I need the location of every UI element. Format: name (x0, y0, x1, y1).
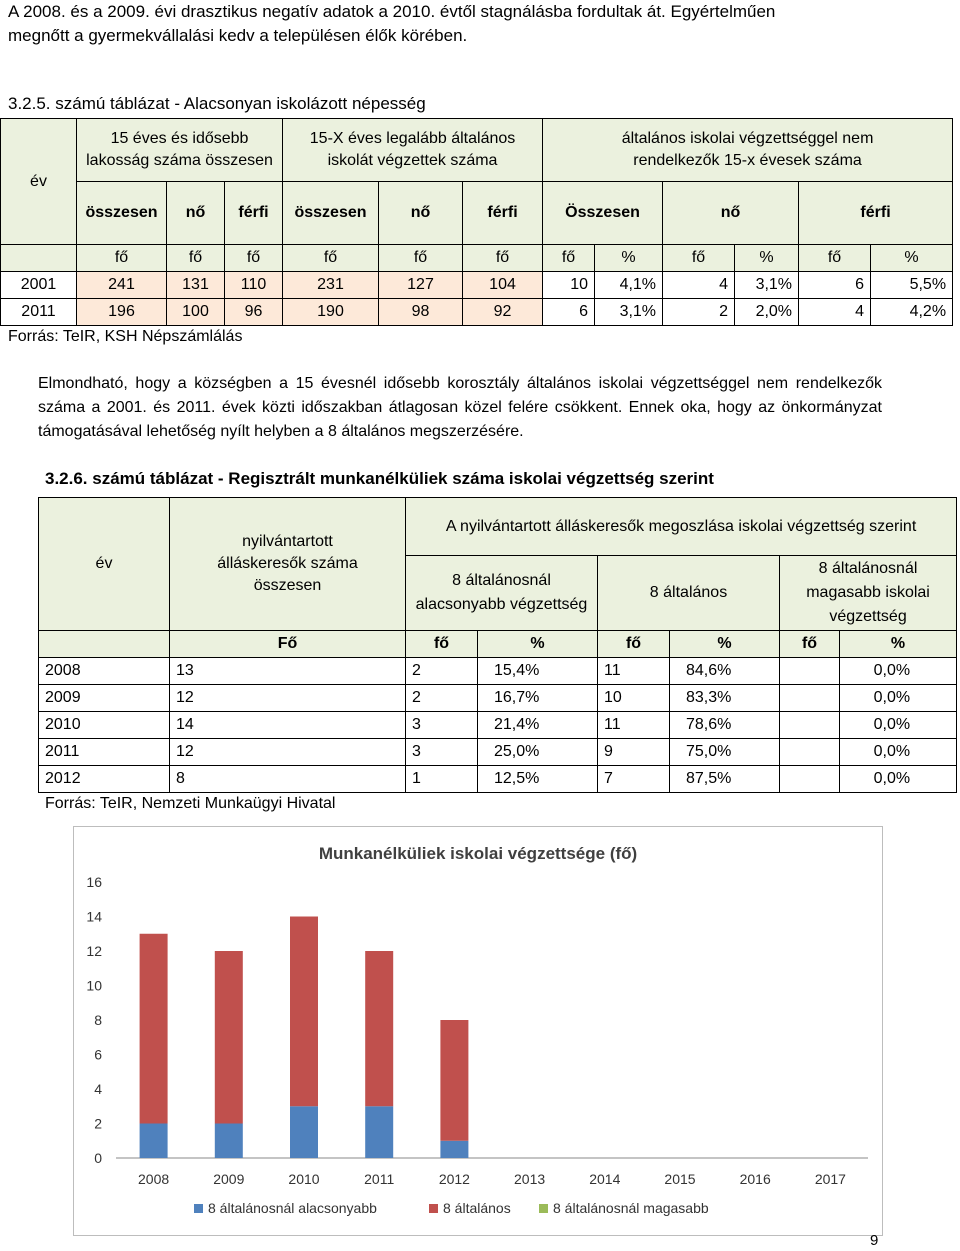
table1-header-group1: 15 éves és idősebb lakosság száma összesen (77, 119, 283, 182)
table2-units-blank (39, 631, 170, 658)
table1-cell: 241 (77, 272, 167, 299)
page-number: 9 (870, 1232, 879, 1249)
table1-cell: 131 (167, 272, 225, 299)
chart-y-tick: 2 (94, 1115, 102, 1132)
table1-cell: 190 (283, 299, 379, 326)
table1-cell: 96 (225, 299, 283, 326)
table1-subheader: férfi (225, 182, 283, 245)
table1-subheader: összesen (77, 182, 167, 245)
table1-cell: 98 (379, 299, 463, 326)
chart-bar-segment (290, 1106, 318, 1158)
table2-cell: 78,6% (670, 712, 780, 739)
table2-header-cat3: 8 általánosnál magasabb iskolai végzettség (780, 556, 957, 631)
chart-y-tick: 6 (94, 1046, 102, 1063)
table2-cell: 11 (598, 712, 670, 739)
table1-subheader: férfi (799, 182, 953, 245)
chart-x-tick: 2015 (664, 1171, 696, 1187)
table1-cell: 92 (463, 299, 543, 326)
table1-cell: 4 (799, 299, 871, 326)
table2-title: 3.2.6. számú táblázat - Regisztrált munkanélküliek száma iskolai végzettség szerint (45, 469, 714, 488)
table2-unit-cell: fő (598, 631, 670, 658)
chart-x-tick: 2013 (514, 1171, 546, 1187)
table2-year-cell: 2009 (39, 685, 170, 712)
table1-unit-cell: % (871, 245, 953, 272)
table2-cell: 8 (170, 766, 406, 793)
chart-unemployed-education (73, 826, 883, 1236)
table2-cell (780, 685, 840, 712)
table2-cell (780, 739, 840, 766)
table2-cell: 3 (406, 712, 478, 739)
chart-y-tick: 14 (86, 908, 102, 925)
table1-cell: 4,1% (595, 272, 663, 299)
table2-cell: 7 (598, 766, 670, 793)
chart-legend-label: 8 általánosnál magasabb (553, 1200, 709, 1216)
table1-unit-cell: fő (167, 245, 225, 272)
chart-bar-segment (365, 951, 393, 1106)
table1-unit-cell: fő (663, 245, 735, 272)
chart-legend-swatch (539, 1204, 548, 1213)
table1-unit-cell: fő (283, 245, 379, 272)
table1-row (1, 272, 953, 299)
table1-subheader: nő (167, 182, 225, 245)
table1-subheader: nő (663, 182, 799, 245)
table2-header-total: nyilvántartott álláskeresők száma összesen (170, 498, 406, 631)
chart-y-tick: 12 (86, 943, 102, 959)
table2-cell: 87,5% (670, 766, 780, 793)
table1-header-group2: 15-X éves legalább általános iskolát végzettek száma (283, 119, 543, 182)
chart-bar-segment (440, 1141, 468, 1158)
table2-cell: 10 (598, 685, 670, 712)
table1-header-group3: általános iskolai végzettséggel nem rendelkezők 15-x évesek száma (543, 119, 953, 182)
chart-y-tick: 4 (94, 1081, 102, 1097)
table1-unit-cell: fő (463, 245, 543, 272)
table1-cell: 4,2% (871, 299, 953, 326)
table2-unit-cell: % (840, 631, 957, 658)
table1-cell: 2,0% (735, 299, 799, 326)
table2-cell: 12,5% (478, 766, 598, 793)
table1-units-blank (1, 245, 77, 272)
chart-bar-segment (140, 934, 168, 1124)
table2-cell: 0,0% (840, 766, 957, 793)
table2-cell: 0,0% (840, 685, 957, 712)
chart-x-tick: 2014 (589, 1171, 621, 1187)
table1-cell: 127 (379, 272, 463, 299)
table1-year-cell: 2011 (1, 299, 77, 326)
table1-cell: 110 (225, 272, 283, 299)
table2-row (39, 739, 957, 766)
chart-y-tick: 10 (86, 977, 102, 994)
table2-cell: 3 (406, 739, 478, 766)
chart-bar-segment (215, 1124, 243, 1159)
table2-cell: 9 (598, 739, 670, 766)
table2-cell: 21,4% (478, 712, 598, 739)
table2-cell: 1 (406, 766, 478, 793)
chart-bar-segment (365, 1106, 393, 1158)
table2-unit-cell: % (478, 631, 598, 658)
table2-cell: 83,3% (670, 685, 780, 712)
table2-unit-cell: fő (406, 631, 478, 658)
table-unemployed-education (38, 497, 957, 793)
table2-header-distribution: A nyilvántartott álláskeresők megoszlása iskolai végzettség szerint (406, 498, 957, 556)
chart-x-tick: 2008 (138, 1171, 170, 1187)
table2-cell: 25,0% (478, 739, 598, 766)
chart-bar-segment (215, 951, 243, 1124)
chart-x-tick: 2011 (364, 1171, 395, 1187)
table2-unit-cell: fő (780, 631, 840, 658)
table1-header-year: év (1, 119, 77, 245)
table2-cell: 12 (170, 685, 406, 712)
table2-cell: 75,0% (670, 739, 780, 766)
table1-cell: 231 (283, 272, 379, 299)
table2-header-cat1: 8 általánosnál alacsonyabb végzettség (406, 556, 598, 631)
table2-row (39, 712, 957, 739)
table1-cell: 3,1% (735, 272, 799, 299)
table2-cell: 2 (406, 658, 478, 685)
chart-bar-segment (140, 1124, 168, 1159)
table2-cell: 0,0% (840, 712, 957, 739)
chart-title: Munkanélküliek iskolai végzettsége (fő) (318, 844, 638, 863)
chart-x-tick: 2009 (213, 1171, 245, 1187)
chart-legend-label: 8 általánosnál alacsonyabb (208, 1200, 377, 1216)
table1-unit-cell: % (595, 245, 663, 272)
table2-cell: 2 (406, 685, 478, 712)
table2-header-cat2: 8 általános (598, 556, 780, 631)
table2-source: Forrás: TeIR, Nemzeti Munkaügyi Hivatal (45, 795, 336, 812)
intro-text (8, 0, 948, 48)
table2-cell: 14 (170, 712, 406, 739)
table1-year-cell: 2001 (1, 272, 77, 299)
table1-subheader: Összesen (543, 182, 663, 245)
table1-source: Forrás: TeIR, KSH Népszámlálás (8, 328, 243, 345)
chart-bar-segment (290, 917, 318, 1107)
table2-row (39, 766, 957, 793)
table1-unit-cell: fő (225, 245, 283, 272)
intro-line-1: A 2008. és a 2009. évi drasztikus negatív adatok a 2010. évtől stagnálásba fordultak át. Egyértelműen (8, 2, 776, 21)
table1-cell: 4 (663, 272, 735, 299)
table2-cell: 13 (170, 658, 406, 685)
table1-cell: 2 (663, 299, 735, 326)
table2-cell: 0,0% (840, 739, 957, 766)
table1-unit-cell: fő (379, 245, 463, 272)
body-paragraph: Elmondható, hogy a községben a 15 évesnél idősebb korosztály általános iskolai végzettséggel nem rendelkezők száma a 2001. és 2011. évek közti időszakban átlagosan közel felére csökkent. Ennek oka, hogy az önkormányzat támogatásával lehetőség nyílt helyben a 8 általános megszerzésére. (38, 375, 882, 440)
table1-cell: 3,1% (595, 299, 663, 326)
chart-x-tick: 2012 (438, 1171, 470, 1187)
chart-legend-swatch (194, 1204, 203, 1213)
table2-cell (780, 658, 840, 685)
chart-svg (74, 827, 882, 1235)
chart-bar-segment (440, 1020, 468, 1141)
table2-year-cell: 2011 (39, 739, 170, 766)
table1-unit-cell: % (735, 245, 799, 272)
table2-cell: 15,4% (478, 658, 598, 685)
table1-cell: 196 (77, 299, 167, 326)
table1-unit-cell: fő (543, 245, 595, 272)
table2-row (39, 685, 957, 712)
table2-year-cell: 2008 (39, 658, 170, 685)
chart-x-tick: 2010 (288, 1171, 320, 1187)
table2-cell: 16,7% (478, 685, 598, 712)
table1-cell: 10 (543, 272, 595, 299)
intro-line-2: megnőtt a gyermekvállalási kedv a településen élők körében. (8, 26, 468, 45)
table2-unit-cell: % (670, 631, 780, 658)
table1-unit-cell: fő (77, 245, 167, 272)
chart-y-tick: 0 (94, 1150, 102, 1166)
table1-cell: 5,5% (871, 272, 953, 299)
chart-y-tick: 16 (86, 874, 102, 890)
table2-header-year: év (39, 498, 170, 631)
chart-x-tick: 2017 (814, 1171, 846, 1187)
chart-y-tick: 8 (94, 1012, 102, 1028)
table2-cell: 0,0% (840, 658, 957, 685)
table2-row (39, 658, 957, 685)
table1-row (1, 299, 953, 326)
table2-cell: 11 (598, 658, 670, 685)
table1-cell: 6 (543, 299, 595, 326)
table1-unit-cell: fő (799, 245, 871, 272)
table-low-education (0, 118, 953, 326)
table1-cell: 100 (167, 299, 225, 326)
table2-cell (780, 766, 840, 793)
table1-title: 3.2.5. számú táblázat - Alacsonyan iskolázott népesség (8, 94, 426, 113)
table2-unit-cell: Fő (170, 631, 406, 658)
table1-subheader: férfi (463, 182, 543, 245)
chart-legend-label: 8 általános (443, 1200, 511, 1216)
table1-subheader: összesen (283, 182, 379, 245)
table2-cell: 12 (170, 739, 406, 766)
table2-cell (780, 712, 840, 739)
chart-legend-swatch (429, 1204, 438, 1213)
table1-cell: 6 (799, 272, 871, 299)
table2-cell: 84,6% (670, 658, 780, 685)
chart-x-tick: 2016 (739, 1171, 771, 1187)
table1-cell: 104 (463, 272, 543, 299)
table1-subheader: nő (379, 182, 463, 245)
table2-year-cell: 2010 (39, 712, 170, 739)
table2-year-cell: 2012 (39, 766, 170, 793)
